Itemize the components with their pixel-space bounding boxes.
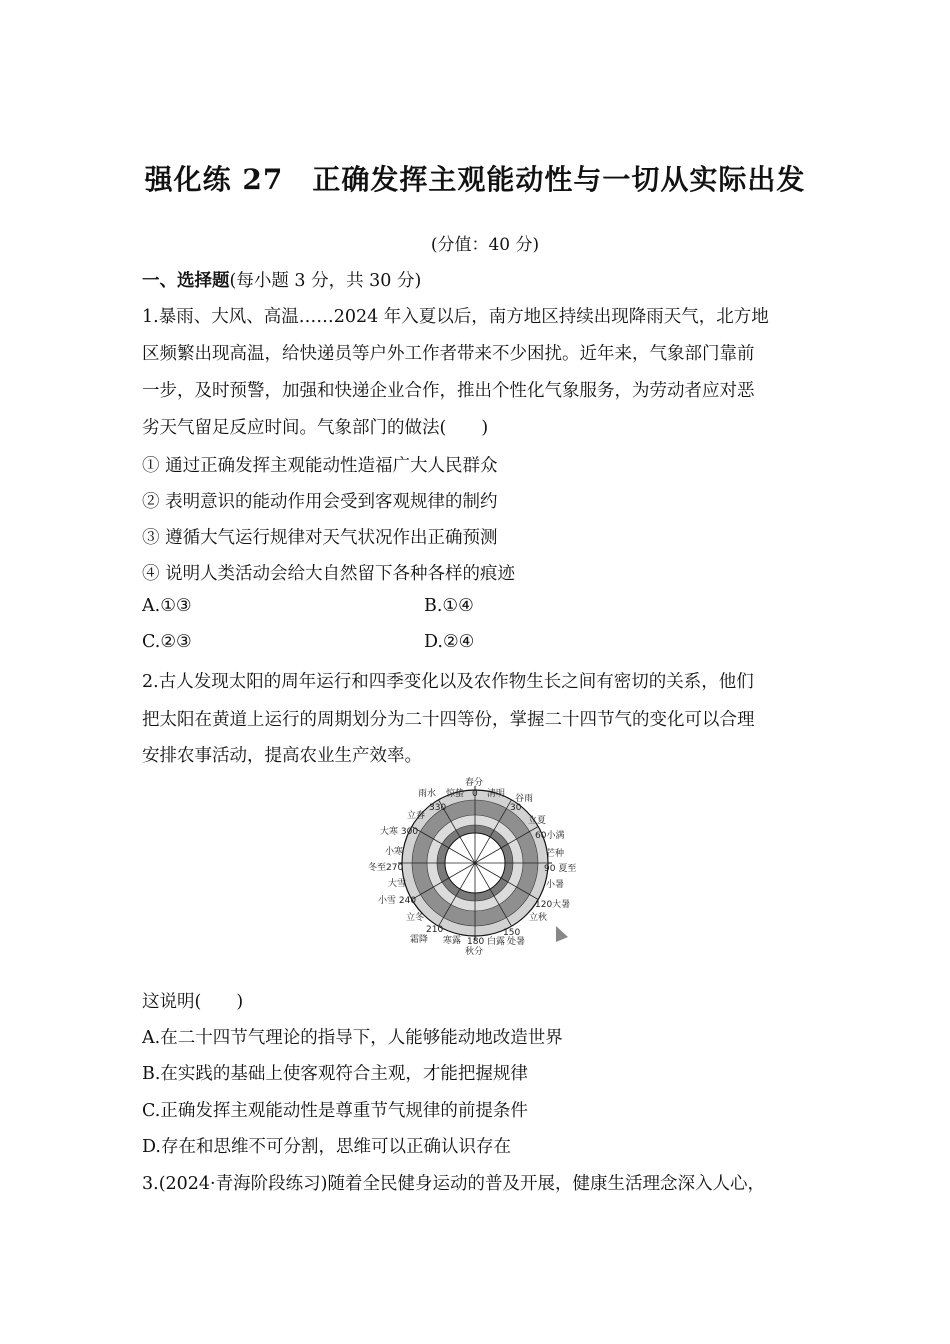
label-jingzhe: 惊蛰 [446, 789, 465, 799]
label-guyu: 谷雨 [515, 794, 534, 804]
label-chunfen: 春分 [465, 778, 484, 788]
label-zero: 0 [472, 789, 478, 799]
label-xiaohan: 小寒 [385, 847, 404, 857]
q2-option-b[interactable]: B.在实践的基础上使客观符合主观，才能把握规律 [142, 1064, 528, 1084]
label-mangzhong: 芒种 [546, 849, 565, 859]
q1-option-b[interactable]: B.①④ [424, 596, 474, 616]
label-xiaoxue: 小雪 240 [378, 896, 417, 906]
label-shuangjiang: 霜降 [410, 935, 429, 945]
label-30: 30 [510, 803, 522, 813]
label-lixia: 立夏 [528, 816, 547, 826]
label-lichun: 立春 [407, 811, 426, 821]
section-heading-note: (每小题 3 分，共 30 分) [229, 271, 422, 291]
q1-line-4: 劣天气留足反应时间。气象部门的做法( ) [142, 418, 489, 438]
q2-option-d[interactable]: D.存在和思维不可分割，思维可以正确认识存在 [142, 1137, 511, 1157]
label-dongzhi: 冬至270 [368, 863, 404, 873]
label-210: 210 [426, 925, 444, 935]
q1-option-d[interactable]: D.②④ [424, 632, 475, 652]
label-bailu: 180 白露 [467, 937, 506, 947]
q1-statement-2: ② 表明意识的能动作用会受到客观规律的制约 [142, 492, 498, 512]
label-liqiu: 立秋 [529, 913, 548, 923]
q1-line-1: 1.暴雨、大风、高温……2024 年入夏以后，南方地区持续出现降雨天气，北方地 [142, 307, 769, 327]
label-yushui: 雨水 [418, 789, 437, 799]
label-330: 330 [429, 803, 447, 813]
q1-statement-1: ① 通过正确发挥主观能动性造福广大人民群众 [142, 456, 498, 476]
q1-line-2: 区频繁出现高温，给快递员等户外工作者带来不少困扰。近年来，气象部门靠前 [142, 344, 755, 364]
q2-option-c[interactable]: C.正确发挥主观能动性是尊重节气规律的前提条件 [142, 1101, 528, 1121]
q2-prompt: 这说明( ) [142, 992, 244, 1012]
q1-line-3: 一步，及时预警，加强和快递企业合作，推出个性化气象服务，为劳动者应对恶 [142, 381, 755, 401]
q2-line-3: 安排农事活动，提高农业生产效率。 [142, 746, 422, 766]
q1-option-a[interactable]: A.①③ [142, 596, 192, 616]
solar-terms-diagram [360, 774, 590, 960]
q2-line-1: 2.古人发现太阳的周年运行和四季变化以及农作物生长之间有密切的关系，他们 [142, 672, 754, 692]
label-xiaoshu: 小暑 [546, 880, 565, 890]
q1-option-c[interactable]: C.②③ [142, 632, 192, 652]
label-dashu: 120大暑 [535, 900, 571, 910]
section-heading [142, 267, 421, 292]
score-note: (分值：40 分) [430, 235, 540, 255]
label-xiaoman: 60小满 [535, 831, 565, 841]
label-qingming: 清明 [487, 789, 506, 799]
label-hanlu: 寒露 [443, 936, 462, 946]
q2-option-a[interactable]: A.在二十四节气理论的指导下，人能够能动地改造世界 [142, 1028, 563, 1048]
section-heading-label: 一、选择题 [142, 271, 230, 291]
worksheet-title: 强化练 27 正确发挥主观能动性与一切从实际出发 [144, 163, 806, 196]
q1-statement-3: ③ 遵循大气运行规律对天气状况作出正确预测 [142, 528, 498, 548]
label-xiazhi: 90 夏至 [544, 864, 577, 874]
label-daxue: 大雪 [388, 879, 407, 889]
label-lidong: 立冬 [406, 913, 425, 923]
label-dahan: 大寒 300 [380, 827, 419, 837]
q3-line-1: 3.(2024·青海阶段练习)随着全民健身运动的普及开展，健康生活理念深入人心， [142, 1174, 765, 1194]
q1-statement-4: ④ 说明人类活动会给大自然留下各种各样的痕迹 [142, 564, 516, 584]
label-chushu: 处暑 [507, 937, 526, 947]
q2-line-2: 把太阳在黄道上运行的周期划分为二十四等份，掌握二十四节气的变化可以合理 [142, 710, 755, 730]
label-150: 150 [503, 928, 521, 938]
label-qiufen: 秋分 [465, 947, 484, 957]
